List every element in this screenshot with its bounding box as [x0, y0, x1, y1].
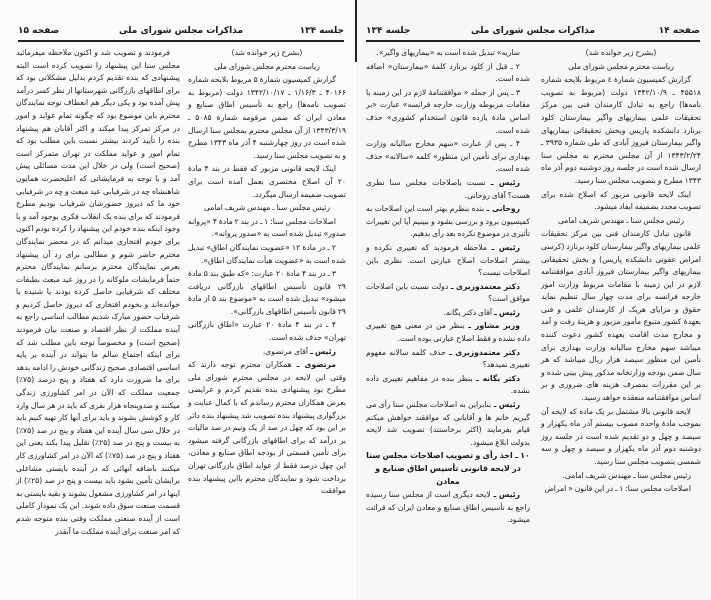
paragraph — [366, 177, 530, 202]
paragraph-text: رئیس مجلس سنا ـ مهندس شریف امامی — [203, 203, 331, 213]
session-number: جلسه ۱۳۴ — [366, 26, 411, 36]
paragraph — [541, 483, 701, 496]
right-page — [358, 0, 711, 600]
paragraph — [188, 359, 346, 498]
paragraph-text: آقای دکتر یگانه. — [443, 307, 493, 317]
paragraph — [366, 399, 530, 449]
paragraph — [541, 228, 701, 404]
paragraph-text: گزارش کمیسیون شمارهٔ ۵ مربوط بلایحه شماره ۴۰۱۶۶ ـ ۱/۱۶/۳ ـ ۱۳۴۲/۱۰/۱۷ دولت (مربوط به تصویب نامه‌ها) راجع به تأسیس اطاق صنایع و معادن ایران که ضمن مرقومه شمارهٔ ۵۰۸۵ ـ ۱۳۴۳/۳/۱۹ از آن مجلس محترم بمجلس سنا ارسال شده است در روز چهارشنبه ۴ آذر ماه ۱۳۴۳ مطرح و به تصویب مجلس سنا رسید. — [188, 75, 346, 160]
paragraph — [366, 320, 530, 345]
page-divider — [355, 0, 357, 62]
paragraph — [541, 406, 701, 469]
centered-line — [188, 202, 346, 215]
page-header — [18, 26, 344, 42]
paragraph-text: بنده بنظرم بهتر است این اصلاحات به کمیسیون برود و بررسی بشود و ببینیم آیا این تغییرات تأثیری در موضوع نکرده بعد رأی بدهیم. — [366, 204, 530, 239]
paragraph — [366, 138, 530, 176]
paragraph-text: رئیس مجلس سنا ـ مهندس شریف امامی — [557, 215, 685, 225]
paragraph-text: ۱۰ ـ اخذ رأی و تصویب اصلاحات مجلس سنا در لایحه قانونی تأسیس اطاق صنایع و معادن — [366, 451, 530, 486]
centered-line — [541, 61, 701, 74]
paragraph — [366, 347, 530, 372]
paragraph — [188, 346, 346, 359]
paragraph-text: بنابراین به اصلاحات مجلس سنا رأی می گیریم خانم ها و آقایانی که موافقند خواهش میکنم قیام بفرمایند (اکثر برخاستند) تصویب شد لایحه بدولت ابلاغ میشود. — [366, 400, 530, 447]
paragraph — [366, 242, 530, 280]
paragraph — [366, 307, 530, 320]
paragraph-text: ملاحظه فرمودید که تغییری نکرده و بیشتر اصلاحات اصلاح عبارتی است. نظری باین اصلاحات نیست؟ — [366, 242, 530, 278]
paragraph-text: آقای مرتضوی. — [262, 346, 309, 356]
paragraph-text: لایحه قانونی بالا مشتمل بر یک ماده که لایحه آن بموجب مادهٔ واحده مصوب بیستم آذر ماه یکهزار و سیصد و چهل و دو تقدیم شده است در جلسه روز دوشنبه دوم آذر ماه یکهزار و سیصد و چهل و سه شمسی بتصویب مجلس سنا رسید. — [541, 406, 701, 466]
paragraph-text: قانون تبادل کارمندان فنی بین مرکز تحقیقات علمی بیماریهای واگیر بیمارستان کلود برنارد (کرسی امراض عفونی دانشکده پاریس) و بخش تحقیقاتی بیماریهای واگیر بیمارستان فیروز آبادی موافقتنامه لازم در این زمینه با مقامات مربوط وزارت امور خارجه فرانسه برای مدت چهار سال تنظیم نماید حقوق و مزایای هریک از کارمندان علمی و فنی بعهدهٔ کشور متبوع مأمور مزبور و هزینهٔ رفت و آمد و مخارج مدت اقامت بعهده کشور دعوت کننده میباشد سهم مخارج سالیانه وزارت بهداری برای تأمین این منظور سیصد هزار ریال میباشد که هر سال ضمن بودجه وزارتخانه مذکور پیش بینی شده و بر این مقررات بمصرف هزینه های ضروری و بر اساس موافقتنامه منعقده خواهد رسید. — [541, 229, 701, 403]
paragraph-text: ریاست محترم مجلس شورای ملی — [214, 61, 320, 71]
paragraph-text: گزارش کمیسیون شمارهٔ ٤ مربوط بلایحه شماره ۴۵۵۱۸ ـ ۱۳۴۲/۱۰/۹ دولت (مربوط به تصویب نامه‌ها) راجع به تبادل کارمندان فنی بین مرکز تحقیقات علمی بیماریهای واگیر بیمارستان کلود برنارد دانشکده پاریس وبخش تحقیقاتی بیماریهای واگیر بیمارستان فیروز آبادی که طی شماره ۳۹۳۵ ـ ۱۳۴۳/۲/۲۴ از آن مجلس محترم به مجلس سنا ارسال شده است در جلسه روز دوشنبه دوم آذر ماه ۱۳۴۳ مطرح و بتصویب مجلس سنا رسید. — [541, 75, 702, 185]
centered-line — [541, 47, 701, 60]
session-number: جلسه ۱۳۴ — [299, 26, 344, 36]
page-header — [366, 26, 700, 42]
paragraph — [188, 74, 346, 162]
paragraph — [366, 489, 530, 527]
paragraph-text: (بشرح زیر خوانده شد) — [585, 48, 657, 57]
text-column — [366, 47, 530, 528]
speaker-name: رئیس ـ — [486, 242, 520, 252]
paragraph-text: نسبت باصلاحات مجلس سنا نظری هست؟ آقای روحانی. — [366, 177, 530, 200]
paragraph-text: ریاست محترم مجلس شورای ملی — [568, 61, 674, 71]
speaker-name: رئیس ـ — [485, 177, 520, 187]
section-heading — [366, 450, 530, 488]
centered-line — [541, 215, 701, 228]
paragraph-text: ساریه» تبدیل شده است به «بیماریهای واگیر». — [376, 48, 520, 57]
paragraph-text: اینک لایحه قانونی مزبور که فقط در بند ۴ مادهٔ ۲۰ آن اصلاح مختصری بعمل آمده است برای تصویب ضمیمه ارسال میگردد. — [188, 164, 346, 199]
paragraph-text: رئیس مجلس سنا ـ مهندس شریف امامی. — [562, 470, 691, 480]
speaker-name: روحانی ـ — [484, 204, 520, 214]
paragraph-text: لایحه دیگری است از مجلس سنا رسیده راجع به تأسیس اطاق صنایع و معادن ایران که قرائت میشود. — [366, 490, 530, 525]
speaker-name: دکتر معتمدوزیری ـ — [445, 347, 520, 357]
paragraph — [366, 281, 530, 306]
speaker-name: دکتر یگانه ـ — [472, 373, 520, 383]
paragraph — [541, 189, 701, 214]
speaker-name: رئیس ـ — [308, 346, 336, 356]
paragraph-text: فرمودند و تصویب شد و اکنون ملاحظه میفرمائید مجلس سنا این پیشنهاد را تصویب کرده است البته پیشنهادی که بنده تقدیم کردم بدلیل مشکلاتی بود که برای اطاقهای بازرگانی شهرستانها از نظر کسر درآمد پیش آمده بود و یکی دیگر هم انعطاف توجه نمایندگان محترم باین موضوع بود که چگونه تمام عواید و امور در مرکز تمرکز پیدا میکند و اکثر آقایان هم پیشنهاد بنده را تأیید کردند بیشتر نسبت باین مطلب بود که تمام امور و عواید مملکت در تهران متمرکز است (صحیح است) ولی در خلال این مدت مسائلی پیش آمد و با توجه به فرمایشاتی که اعلیحضرت همایون شاهنشاه چه در شرفیابی عید مبعث و چه در شرفیابی خود ما که دیروز حضورشان شرفیاب بودیم مطرح فرمودند که برای بنده یک انقلاب فکری بوجود آمد و با وجود اینکه بنده خودم این پیشنهاد را کرده بودم اکنون برای خودم افتخاری میدانم که در محضر نمایندگان محترم حاضر شوم و مطالبی برای رد آن پیشنهاد بعرض نمایندگان محترم برسانم نمایندگان محترم حتماً فرمایشات ملوکانه را در روز عید مبعث بطبقات مختلف که شرفیابی حاصل کرده بودند یا شنیده یا خوانده‌اند و بخودم افتخاری که دیروز حاصل کردیم و شرفیاب حضور مبارک شدیم مطالب اساسی راجع به آینده مملکت از نظر اقتصاد و صنعت بیان فرمودند (صحیح است) و مخصوصاً توجه باین مطلب شد که برای اینکه اجتماع سالم ما بتواند در آینده بر پایه اساسی اقتصادی صحیح زندگانی خودش را ادامه بدهد برای ما ضرورت دارد که هفتاد و پنج درصد (۷۵٪) جمعیت مملکت که الآن در امر کشاورزی زندگی میکنند و صدوپنجاه هزار نفری که باید در هر سال وارد کار و کوشش بشوند و باید برای آنها کار تهیه کنیم باید در خلال سی سال آینده این هفتاد و پنج در صد (۷۵٪) به بیست و پنج در صد (۲۵٪) تقلیل پیدا بکند یعنی این هفتاد و پنج در صد (۷۵٪) که الآن در امر کشاورزی کار میکنند باضافه آنهائی که در آینده بایستی مشاغلی برایشان تأمین بشود باید بیست و پنج در صد (۲۵٪) از اینها در امر کشاورزی مشغول بشوند و بقیه بایستی به قسمت صنعت سوق داده شوند. این یک نمودار کاملی است از آینده صنعتی مملکت وقتی بنده متوجه شدم که امر صنعت برای آینده مملکت ما آنقدر — [16, 48, 181, 536]
paragraph-text: (بشرح زیر خوانده شد) — [231, 48, 303, 57]
paragraph — [188, 163, 346, 201]
speaker-name: دکتر معتمدوزیری ـ — [448, 281, 520, 291]
text-column — [541, 47, 701, 497]
paragraph-text: اصلاحات مجلس سنا: ۱ ـ در بند ۲ مادهٔ ۴ «پروانه صدور» تبدیل شده است به «صدور پروانه». — [188, 216, 346, 239]
paragraph-text: بنظر بنده در مفاهیم تغییری داده نشده. — [366, 373, 530, 396]
text-column — [16, 47, 180, 539]
paragraph — [366, 47, 530, 60]
speaker-name: رئیس ـ — [492, 307, 520, 317]
speaker-name: وزیر مشاور ـ — [464, 321, 520, 331]
speaker-name: رئیس ـ — [491, 400, 520, 410]
paragraph-text: همکاران محترم توجه دارند که وقتی این لایحه در مجلس محترم شورای ملی مطرح بود پیشنهادی بنده تقدیم کردم و عرایضی بعرض همکاران محترم رساندم که با کمال عنایت و بزرگواری پیشنهاد بنده تصویب شد پیشنهاد بنده دائر بر این بود که چهل در صد از یک ونیم در صد مالیات بر درآمد که برای اطاقهای بازرگانی گرفته میشود برای تأمین قسمتی از بودجه اطاق صنایع و معادن، این چهل درصد فقط از عواید اطاق بازرگانی تهران برداخت شود و نمایندگان محترم بااین پیشنهاد بنده موافقت — [188, 360, 346, 496]
paragraph — [188, 319, 346, 344]
paragraph-text: ۴ ـ در بند ۴ مادهٔ ۲۰ عبارت «اطاق بازرگانی تهران» حذف شده است. — [188, 320, 346, 343]
paragraph — [541, 74, 701, 187]
paragraph-text: ۴ ـ پس از عبارت «سهم مخارج سالیانه وزارت بهداری برای تأمین این منظور» کلمه «سالانه» حذف شده است. — [366, 139, 530, 174]
paragraph — [366, 203, 530, 241]
page-number: صفحه ۱۴ — [658, 26, 700, 36]
text-column — [188, 47, 346, 499]
running-title: مذاکرات مجلس شورای ملی — [118, 26, 244, 36]
paragraph — [541, 470, 701, 483]
paragraph-text: ۳ ـ در بند ۴ مادهٔ ۲۰ عبارت: «که طبق بند ۵ مادهٔ ۲۹ قانون تأسیس اطاقهای بازرگانی دریافت میشود» تبدیل شده است به «موضوع بند ۵ از مادهٔ ۲۹ قانون تأسیس اطاقهای بازرگانی». — [188, 269, 346, 316]
paragraph-text: ۲ ـ قبل از کلود برنارد کلمهٔ «بیمارستان» اضافه شده است. — [366, 61, 530, 84]
centered-line — [188, 61, 346, 74]
paragraph-text: بنظر من در معنی هیچ تغییری داده نشده و فقط اصلاح عبارتی بوده است. — [366, 321, 530, 344]
paragraph-text: ۳ ـ پس از جمله « موافقتنامهٔ لازم در این زمینه با مقامات مربوطه وزارت خارجه فرانسه» عبارت «بر اساس مادهٔ یازده قانون استخدام کشوری» حذف شده است. — [366, 87, 530, 135]
paragraph — [366, 373, 530, 398]
paragraph — [366, 87, 530, 137]
running-title: مذاکرات مجلس شورای ملی — [470, 26, 596, 36]
paragraph-text: اصلاحات مجلس سنا: ۱ ـ در این قانون « امراض — [544, 484, 691, 494]
page-number: صفحه ۱۵ — [18, 26, 60, 36]
paragraph-text: ۲ ـ در مادهٔ ۱۲ «عضویت نمایندگان اطاق» تبدیل شده است به «عضویت هیأت نمایندگان اطاق». — [188, 242, 346, 265]
speaker-name: مرتضوی ـ — [291, 360, 336, 370]
paragraph — [188, 268, 346, 318]
paragraph — [188, 216, 346, 241]
paragraph — [16, 47, 180, 538]
speaker-name: رئیس ـ — [490, 490, 520, 500]
paragraph — [366, 61, 530, 86]
paragraph-text: اینک لایحه قانونی مزبور که اصلاح شده برای تصویب مجدد بضمیمه ایفاد میشود. — [541, 189, 701, 212]
centered-line — [188, 47, 346, 60]
paragraph — [188, 242, 346, 267]
paragraph-text: دولت نسبت باین اصلاحات موافق است؟ — [366, 281, 530, 304]
paragraph-text: حذف کلمه سالانه مفهوم تغییری نمیدهد؟ — [366, 347, 530, 370]
